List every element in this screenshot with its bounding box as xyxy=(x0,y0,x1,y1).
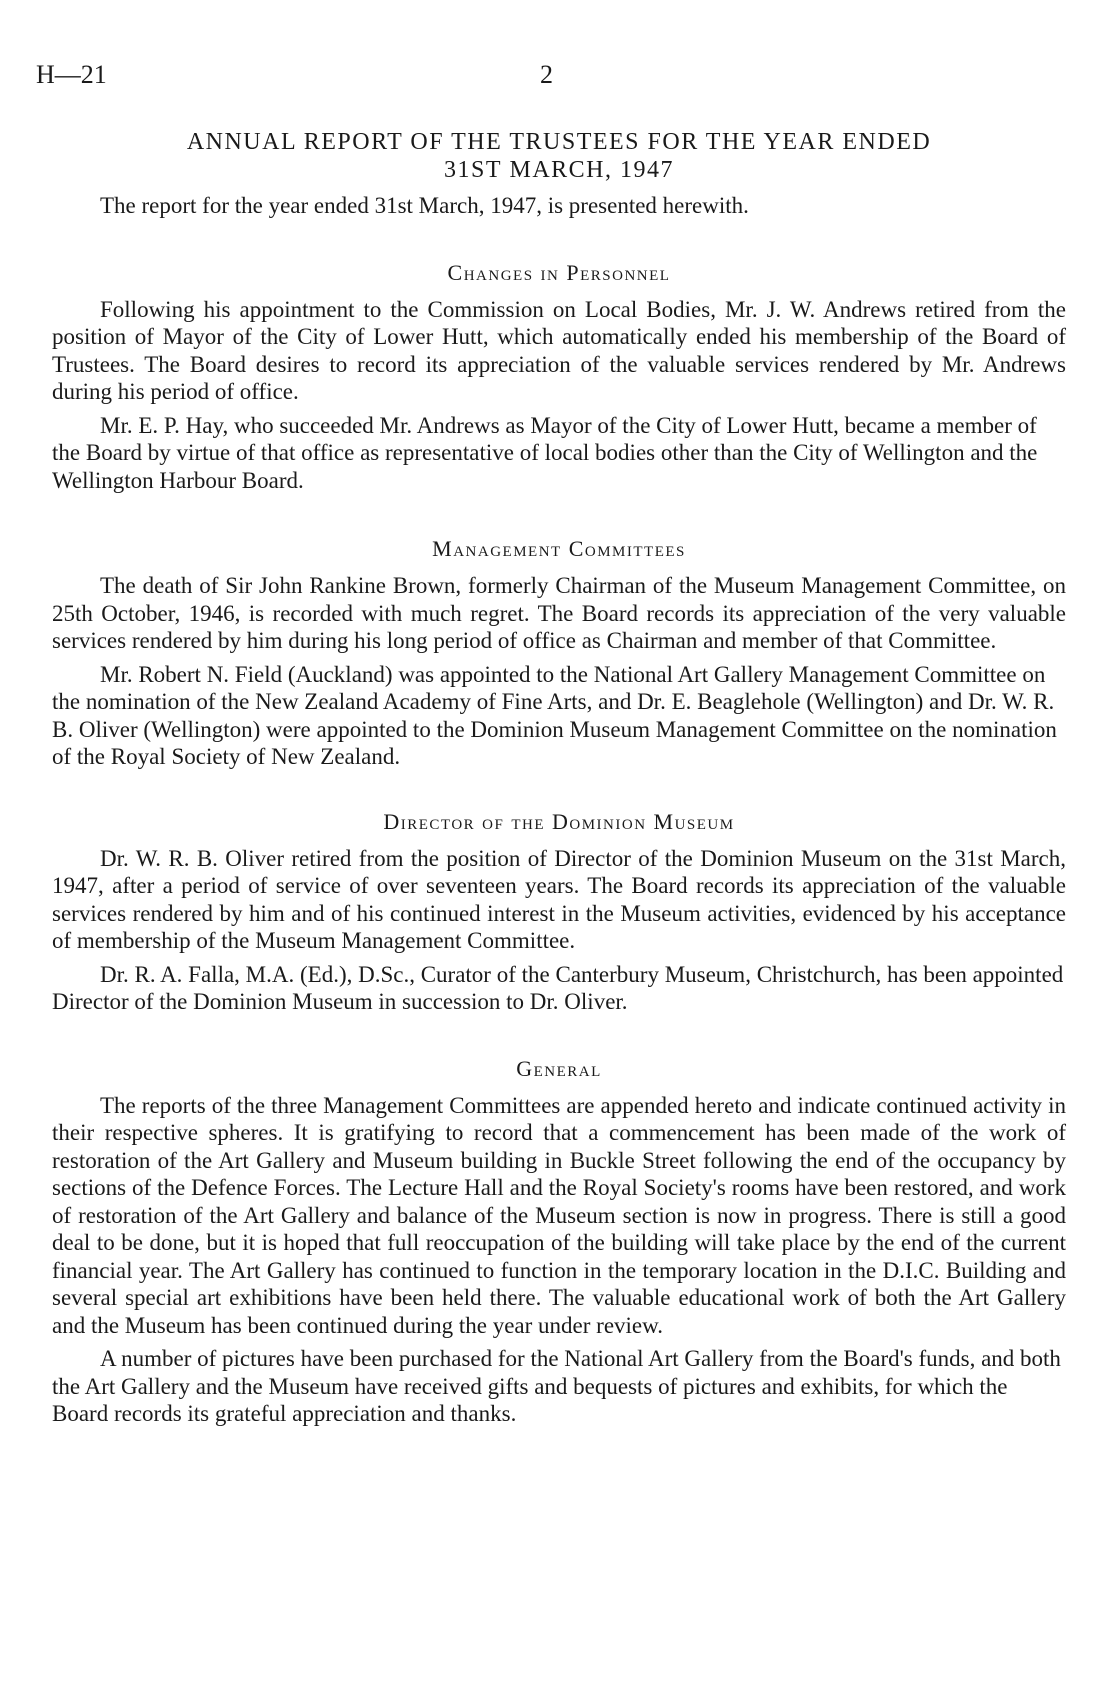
section-management-committees xyxy=(52,536,1066,771)
report-title-line-1: ANNUAL REPORT OF THE TRUSTEES FOR THE YEAR ENDED xyxy=(186,129,932,155)
page-number: 2 xyxy=(540,60,553,89)
section-general xyxy=(52,1056,1066,1428)
intro-paragraph: The report for the year ended 31st March, 1947, is presented herewith. xyxy=(100,193,749,218)
document-code: H—21 xyxy=(36,60,107,89)
section-heading: Management Committees xyxy=(432,536,686,561)
report-title xyxy=(52,128,1066,184)
section-director-of-the-dominion-museum xyxy=(52,809,1066,1016)
paragraph: Dr. W. R. B. Oliver retired from the position of Director of the Dominion Museum on the 31st March, 1947, after a period of service of over seventeen years. The Board records its appreciation of the valuable services rendered by him and of his continued interest in the Museum activities, evidenced by his acceptance of membership of the Museum Management Committee. xyxy=(52,845,1066,953)
page-header xyxy=(36,60,1078,94)
paragraph: Mr. E. P. Hay, who succeeded Mr. Andrews as Mayor of the City of Lower Hutt, became a member of the Board by virtue of that office as representative of local bodies other than the City of Wellington and the Wellington Harbour Board. xyxy=(52,412,1038,493)
report-title-line-2: 31ST MARCH, 1947 xyxy=(443,157,675,183)
section-changes-in-personnel xyxy=(52,260,1066,495)
paragraph: The reports of the three Management Committees are appended hereto and indicate continued activity in their respective spheres. It is gratifying to record that a commencement has been made of the work of restoration of the Art Gallery and Museum building in Buckle Street following the end of the occupancy by sections of the Defence Forces. The Lecture Hall and the Royal Society's rooms have been restored, and work of restoration of the Art Gallery and balance of the Museum section is now in progress. There is still a good deal to be done, but it is hoped that full reoccupation of the building will take place by the end of the current financial year. The Art Gallery has continued to function in the temporary location in the D.I.C. Building and several special art exhibitions have been held there. The valuable educational work of both the Art Gallery and the Museum has been continued during the year under review. xyxy=(52,1092,1066,1338)
section-heading: Changes in Personnel xyxy=(447,259,671,285)
section-heading: Director of the Dominion Museum xyxy=(383,808,735,834)
paragraph: Mr. Robert N. Field (Auckland) was appointed to the National Art Gallery Management Committee on the nomination of the New Zealand Academy of Fine Arts, and Dr. E. Beaglehole (Wellington) and Dr. W. R. B. Oliver (Wellington) were appointed to the Dominion Museum Management Committee on the nomination of the Royal Society of New Zealand. xyxy=(52,661,1057,769)
paragraph: Following his appointment to the Commission on Local Bodies, Mr. J. W. Andrews retired from the position of Mayor of the City of Lower Hutt, which automatically ended his membership of the Board of Trustees. The Board desires to record its appreciation of the valuable services rendered by Mr. Andrews during his period of office. xyxy=(52,296,1066,404)
section-heading: General xyxy=(516,1055,602,1081)
paragraph: The death of Sir John Rankine Brown, formerly Chairman of the Museum Management Committee, on 25th October, 1946, is recorded with much regret. The Board records its appreciation of the very valuable services rendered by him during his long period of office as Chairman and member of that Committee. xyxy=(52,573,1066,653)
paragraph: Dr. R. A. Falla, M.A. (Ed.), D.Sc., Curator of the Canterbury Museum, Christchurch, has been appointed Director of the Dominion Museum in succession to Dr. Oliver. xyxy=(52,961,1064,1014)
paragraph: A number of pictures have been purchased for the National Art Gallery from the Board's funds, and both the Art Gallery and the Museum have received gifts and bequests of pictures and exhibits, for which the Board records its grateful appreciation and thanks. xyxy=(52,1346,1061,1426)
report-body xyxy=(52,192,1066,1434)
